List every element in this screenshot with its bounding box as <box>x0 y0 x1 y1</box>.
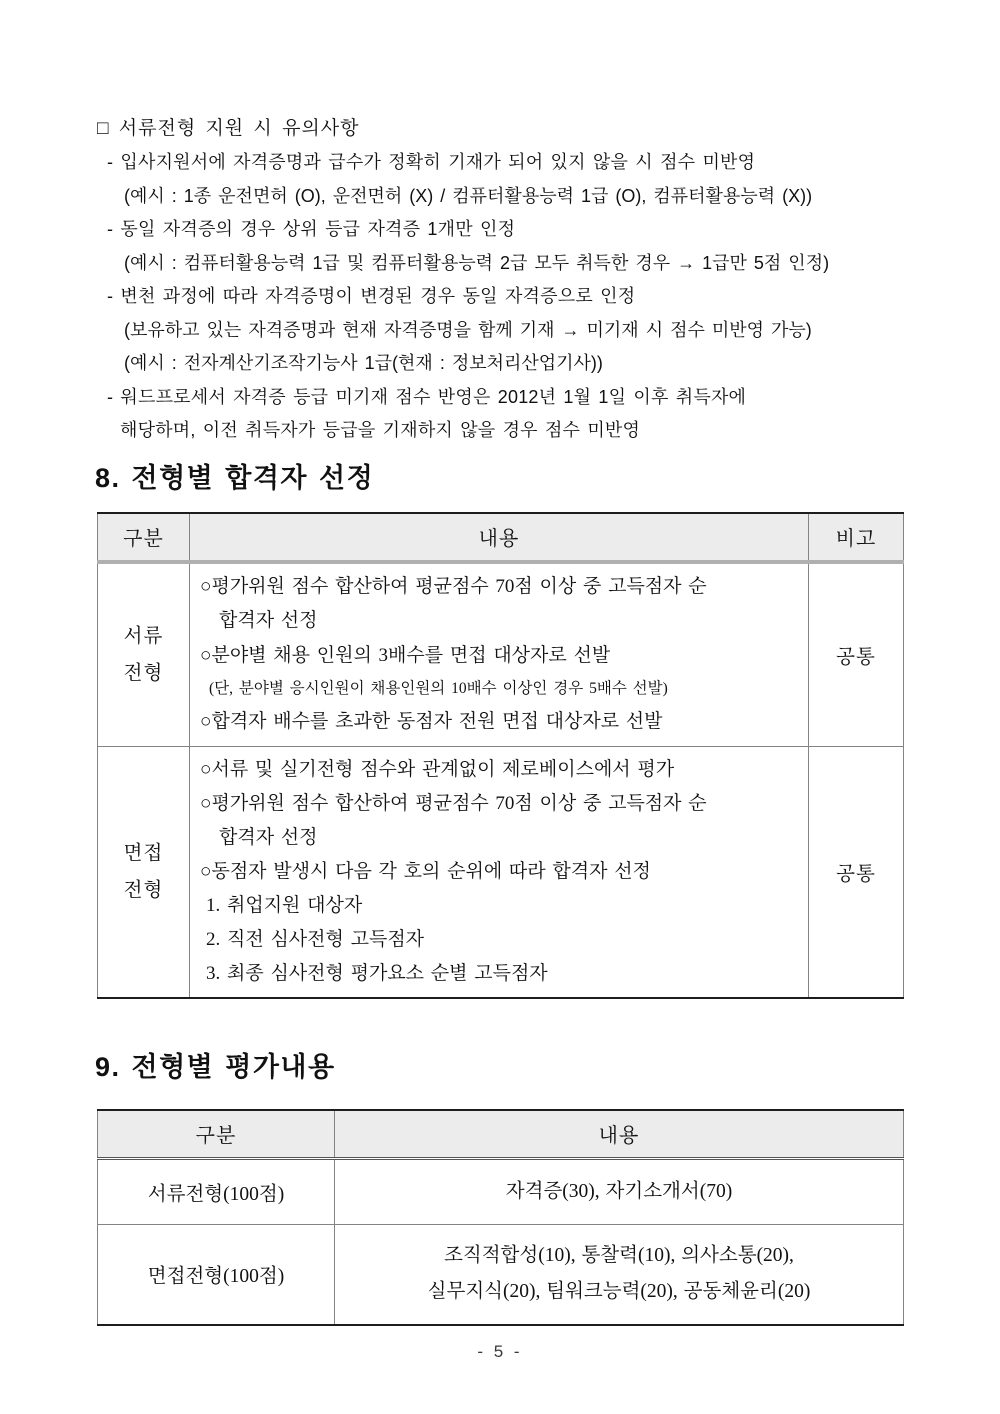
content-line: (단, 분야별 응시인원이 채용인원의 10배수 이상인 경우 5배수 선발) <box>209 680 668 697</box>
section-8-heading: 8. 전형별 합격자 선정 <box>95 462 375 493</box>
category-line: 전형 <box>123 662 164 684</box>
content-line: ○서류 및 실기전형 점수와 관계없이 제로베이스에서 평가 <box>200 758 675 780</box>
table-header-cell: 내용 <box>190 513 809 562</box>
evaluation-table <box>97 1109 904 1326</box>
note-line: - 동일 자격증의 경우 상위 등급 자격증 1개만 인정 <box>107 219 516 239</box>
note-line: - 워드프로세서 자격증 등급 미기재 점수 반영은 2012년 1월 1일 이후 취득자에 <box>107 386 747 407</box>
note-line: (예시 : 전자계산기조작기능사 1급(현재 : 정보처리산업기사)) <box>124 353 603 373</box>
content-line: ○분야별 채용 인원의 3배수를 면접 대상자로 선발 <box>200 644 611 666</box>
category-cell: 서류전형(100점) <box>98 1158 335 1224</box>
section-9-heading: 9. 전형별 평가내용 <box>95 1051 336 1082</box>
category-line: 면접 <box>123 842 164 864</box>
content-cell <box>190 746 809 998</box>
table-row <box>98 1224 904 1325</box>
note-line: (예시 : 컴퓨터활용능력 1급 및 컴퓨터활용능력 2급 모두 취득한 경우 → 1급만 5점 인정) <box>124 252 830 273</box>
content-cell <box>335 1224 904 1325</box>
content-line: 자격증(30), 자기소개서(70) <box>505 1180 733 1202</box>
table-header-cell: 구분 <box>98 513 190 562</box>
note-line: 해당하며, 이전 취득자가 등급을 기재하지 않을 경우 점수 미반영 <box>120 420 641 440</box>
category-cell <box>98 746 190 998</box>
content-line: 1. 취업지원 대상자 <box>206 894 363 916</box>
content-line: ○평가위원 점수 합산하여 평균점수 70점 이상 중 고득점자 순 <box>200 792 707 814</box>
content-line: 실무지식(20), 팀워크능력(20), 공동체윤리(20) <box>427 1281 811 1302</box>
content-line: 합격자 선정 <box>219 826 318 848</box>
category-line: 서류 <box>123 625 164 647</box>
note-line: - 변천 과정에 따라 자격증명이 변경된 경우 동일 자격증으로 인정 <box>107 286 636 306</box>
note-line: (보유하고 있는 자격증명과 현재 자격증명을 함께 기재 → 미기재 시 점수 미반영 가능) <box>124 319 812 340</box>
content-cell <box>190 562 809 747</box>
content-line: ○합격자 배수를 초과한 동점자 전원 면접 대상자로 선발 <box>200 711 663 732</box>
content-line: ○동점자 발생시 다음 각 호의 순위에 따라 합격자 선정 <box>200 860 651 882</box>
selection-table-header-row <box>98 513 904 562</box>
table-header-cell: 비고 <box>809 513 904 562</box>
table-row <box>98 1158 904 1224</box>
content-line: 합격자 선정 <box>219 610 318 631</box>
notes-title: □ 서류전형 지원 시 유의사항 <box>97 118 360 139</box>
category-cell: 면접전형(100점) <box>98 1224 335 1325</box>
notes-section <box>97 112 905 448</box>
content-line: ○평가위원 점수 합산하여 평균점수 70점 이상 중 고득점자 순 <box>200 575 707 597</box>
note-line: (예시 : 1종 운전면허 (O), 운전면허 (X) / 컴퓨터활용능력 1급 (O), 컴퓨터활용능력 (X)) <box>124 185 813 206</box>
table-header-cell: 구분 <box>98 1110 335 1159</box>
selection-table <box>97 512 904 999</box>
category-cell <box>98 562 190 747</box>
content-line: 2. 직전 심사전형 고득점자 <box>206 928 425 950</box>
note-cell: 공통 <box>809 562 904 747</box>
category-line: 전형 <box>123 879 164 901</box>
table-row <box>98 746 904 998</box>
evaluation-table-header-row <box>98 1110 904 1159</box>
note-line: - 입사지원서에 자격증명과 급수가 정확히 기재가 되어 있지 않을 시 점수 미반영 <box>107 152 756 172</box>
content-line: 조직적합성(10), 통찰력(10), 의사소통(20), <box>444 1245 794 1266</box>
table-header-cell: 내용 <box>335 1110 904 1159</box>
note-cell: 공통 <box>809 746 904 998</box>
content-cell <box>335 1158 904 1224</box>
table-row <box>98 562 904 747</box>
page-number: - 5 - <box>477 1342 523 1361</box>
notes-list <box>97 146 905 448</box>
content-line: 3. 최종 심사전형 평가요소 순별 고득점자 <box>206 962 548 984</box>
